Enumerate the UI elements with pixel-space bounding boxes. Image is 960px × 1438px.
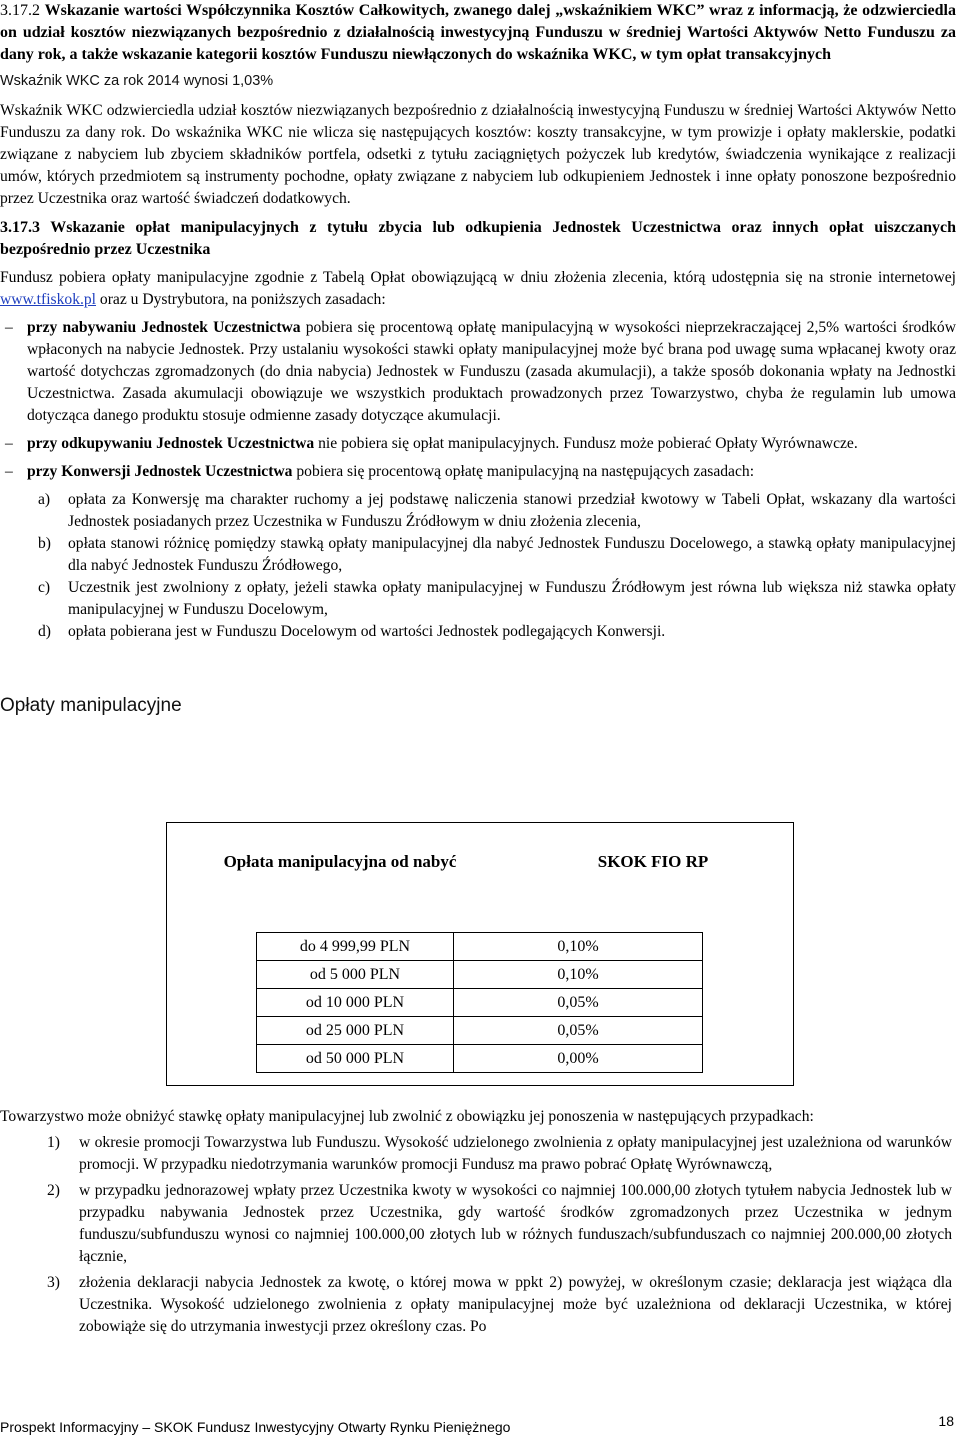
fee-value-cell: 0,05% — [454, 989, 703, 1017]
dash-list-item-redemption — [0, 433, 956, 455]
list-item-text: opłata stanowi różnicę pomiędzy stawką opłaty manipulacyjnej dla nabyć Jednostek Funduszu Docelowego, a stawką opłaty manipulacyjnej dla nabyć Jednostek Funduszu Źródłowego, — [68, 535, 956, 574]
fee-value-cell: 0,10% — [454, 961, 703, 989]
item-bold-label: przy Konwersji Jednostek Uczestnictwa — [27, 463, 293, 480]
table-row — [257, 1017, 703, 1045]
fee-value-cell: 0,05% — [454, 1017, 703, 1045]
fee-range-cell: do 4 999,99 PLN — [257, 933, 454, 961]
conversion-rules-list — [0, 489, 956, 643]
wkc-value-text: Wskaźnik WKC za rok 2014 wynosi 1,03% — [0, 73, 274, 89]
wkc-paragraph: Wskaźnik WKC odzwierciedla udział kosztów niezwiązanych bezpośrednio z działalnością inwestycyjną Funduszu w średniej Wartości Aktywów Netto Funduszu za dany rok. Do wskaźnika WKC nie wlicza się następujących kosztów: koszty transakcyjne, w tym prowizje i opłaty maklerskie, podatki związane z nabyciem lub zbyciem składników portfela, odsetki z tytułu zaciągniętych pożyczek lub kredytów, świadczenia wynikające z realizacji umów, których przedmiotem są instrumenty pochodne, opłaty związane z nabyciem lub odkupieniem Jednostek i inne opłaty ponoszone bezpośrednio przez Uczestnika oraz wartość świadczeń dodatkowych. — [0, 102, 956, 207]
intro-text: Fundusz pobiera opłaty manipulacyjne zgodnie z Tabelą Opłat obowiązującą w dniu złożenia zlecenia, którą udostępnia się na stronie internetowej — [0, 269, 956, 286]
table-row — [257, 933, 703, 961]
dash-list-item-conversion — [0, 461, 956, 483]
fee-range-cell: od 5 000 PLN — [257, 961, 454, 989]
section-number: 3.17.3 — [0, 219, 40, 236]
list-item — [0, 1272, 952, 1338]
fee-reduction-intro: Towarzystwo może obniżyć stawkę opłaty manipulacyjnej lub zwolnić z obowiązku jej ponoszenia w następujących przypadkach: — [0, 1108, 814, 1125]
table-row — [257, 989, 703, 1017]
section-3-17-3-heading — [0, 217, 956, 261]
list-marker: 3) — [47, 1274, 60, 1291]
list-item — [0, 1180, 952, 1268]
list-item-text: opłata pobierana jest w Funduszu Docelowym od wartości Jednostek podlegających Konwersji. — [68, 623, 666, 640]
page-number: 18 — [938, 1413, 954, 1429]
list-marker: d) — [38, 623, 51, 640]
fee-range-cell: od 10 000 PLN — [257, 989, 454, 1017]
dash-bullet-icon: – — [5, 463, 13, 480]
section-title: Wskazanie opłat manipulacyjnych z tytułu zbycia lub odkupienia Jednostek Uczestnictwa oraz innych opłat uiszczanych bezpośrednio przez Uczestnika — [0, 219, 956, 258]
list-item-text: w okresie promocji Towarzystwa lub Funduszu. Wysokość udzielonego zwolnienia z opłaty manipulacyjnej jest uzależniona od warunków promocji. W przypadku niedotrzymania warunków promocji Fundusz ma prawo pobrać Opłatę Wyrównawczą, — [79, 1134, 952, 1173]
section-3-17-2-heading — [0, 0, 956, 66]
list-item-text: opłata za Konwersję ma charakter ruchomy a jej podstawę naliczenia stanowi przedział kwotowy w Tabeli Opłat, wskazany dla wartości Jednostek posiadanych przez Uczestnika w Funduszu Źródłowym w dniu złożenia zlecenia, — [68, 491, 956, 530]
fees-intro-paragraph — [0, 267, 956, 311]
list-item — [0, 577, 956, 621]
dash-bullet-icon: – — [5, 319, 13, 336]
list-marker: c) — [38, 579, 51, 596]
intro-text-end: oraz u Dystrybutora, na poniższych zasadach: — [96, 291, 386, 308]
fee-range-cell: od 50 000 PLN — [257, 1045, 454, 1073]
item-text: pobiera się procentową opłatę manipulacyjną w wysokości nieprzekraczającej 2,5% wartości środków wpłaconych na nabycie Jednostek. Przy ustalaniu wysokości stawki opłaty manipulacyjnej może być brana pod uwagę suma wpłacanej kwoty oraz wartość dotychczas zgromadzonych (do dnia nabycia) Jednostek w Funduszu (zasada akumulacji), a także sposób dokonania wpłaty na Jednostki Uczestnictwa. Zasada akumulacji obowiązuje we wszystkich produktach prowadzonych przez Towarzystwo, chyba że regulamin lub umowa dotycząca danego produktu stosuje odmienne zasady dotyczące akumulacji. — [27, 319, 956, 424]
list-marker: 2) — [47, 1182, 60, 1199]
list-item — [0, 1132, 952, 1176]
list-marker: a) — [38, 491, 51, 508]
fee-value-cell: 0,00% — [454, 1045, 703, 1073]
dash-list-item-purchase — [0, 317, 956, 427]
item-text: pobiera się procentową opłatę manipulacyjną na następujących zasadach: — [292, 463, 755, 480]
fee-range-cell: od 25 000 PLN — [257, 1017, 454, 1045]
list-item-text: Uczestnik jest zwolniony z opłaty, jeżeli stawka opłaty manipulacyjnej w Funduszu Źródłowym jest równa lub większa niż stawka opłaty manipulacyjnej w Funduszu Docelowym, — [68, 579, 956, 618]
list-item-text: złożenia deklaracji nabycia Jednostek za kwotę, o której mowa w ppkt 2) powyżej, w określonym czasie; deklaracja jest wiążąca dla Uczestnika. Wysokość udzielonego zwolnienia z opłaty manipulacyjnej może być uzależniona od deklaracji Uczestnika, w której zobowiąże się do utrzymania inwestycji przez określony czas. Po — [79, 1274, 952, 1335]
item-bold-label: przy odkupywaniu Jednostek Uczestnictwa — [27, 435, 315, 452]
list-item — [0, 489, 956, 533]
fee-table-header-right: SKOK FIO RP — [597, 852, 709, 871]
table-row — [257, 961, 703, 989]
website-link[interactable]: www.tfiskok.pl — [0, 291, 97, 308]
fee-table — [256, 932, 703, 1073]
item-text: nie pobiera się opłat manipulacyjnych. Fundusz może pobierać Opłaty Wyrównawcze. — [314, 435, 858, 452]
section-number: 3.17.2 — [0, 2, 40, 19]
page-footer: Prospekt Informacyjny – SKOK Fundusz Inwestycyjny Otwarty Rynku Pieniężnego — [0, 1419, 511, 1435]
list-item-text: w przypadku jednorazowej wpłaty przez Uczestnika kwoty w wysokości co najmniej 100.000,00 złotych tytułem nabycia Jednostek lub w przypadku nabywania Jednostek przez Uczestnika, gdy wartość środków zgromadzonych przez Uczestnika w jednym funduszu/subfunduszu wynosi co najmniej 100.000,00 złotych lub w różnych funduszach/subfunduszach co najmniej 200.000,00 złotych łącznie, — [79, 1182, 952, 1265]
item-bold-label: przy nabywaniu Jednostek Uczestnictwa — [27, 319, 301, 336]
fee-table-header-left: Opłata manipulacyjna od nabyć — [223, 852, 457, 871]
fee-reduction-section — [0, 1106, 952, 1338]
fees-heading: Opłaty manipulacyjne — [0, 695, 182, 716]
list-marker: b) — [38, 535, 51, 552]
fee-value-cell: 0,10% — [454, 933, 703, 961]
list-item — [0, 621, 956, 643]
list-item — [0, 533, 956, 577]
table-row — [257, 1045, 703, 1073]
dash-bullet-icon: – — [5, 435, 13, 452]
list-marker: 1) — [47, 1134, 60, 1151]
section-title: Wskazanie wartości Współczynnika Kosztów Całkowitych, zwanego dalej „wskaźnikiem WKC” wraz z informacją, że odzwierciedla on udział kosztów niezwiązanych bezpośrednio z działalnością inwestycyjną Funduszu w średniej Wartości Aktywów Netto Funduszu za dany rok, a także wskazanie kategorii kosztów Funduszu niewłączonych do wskaźnika WKC, w tym opłat transakcyjnych — [0, 2, 956, 63]
